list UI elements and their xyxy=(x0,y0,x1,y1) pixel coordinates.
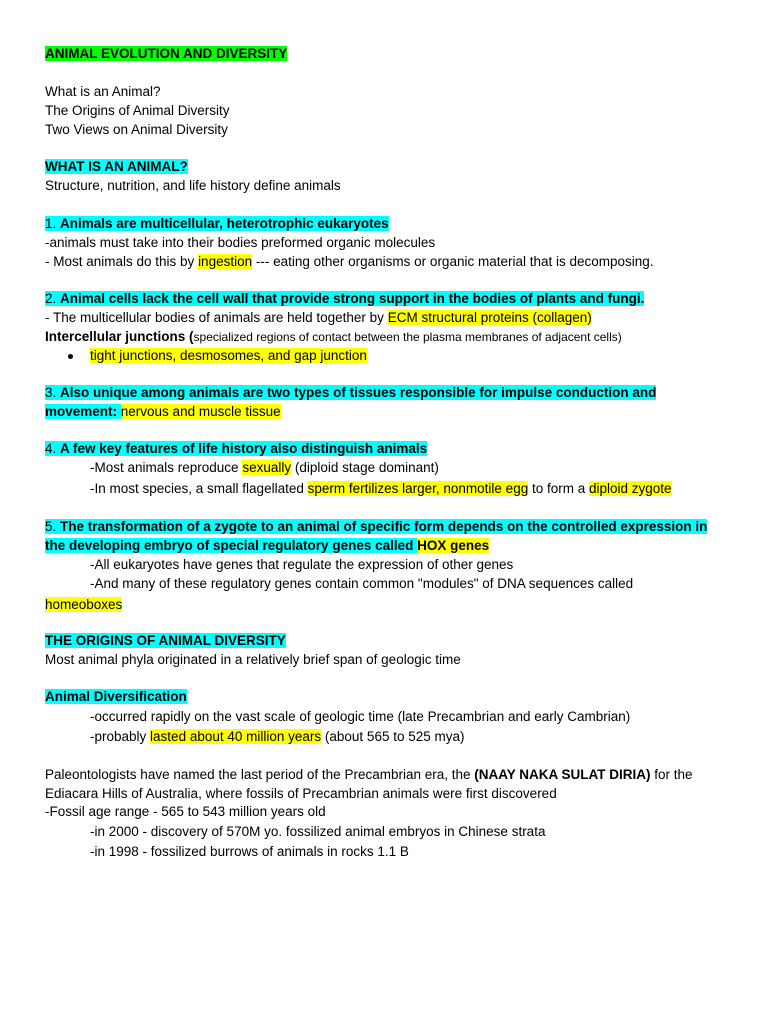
section-heading-what-is-animal: WHAT IS AN ANIMAL? xyxy=(45,159,188,174)
section-heading-origins: THE ORIGINS OF ANIMAL DIVERSITY xyxy=(45,633,286,648)
bullet-item: tight junctions, desmosomes, and gap junction xyxy=(90,348,367,363)
point-5-line: -All eukaryotes have genes that regulate the expression of other genes xyxy=(90,557,514,572)
point-4-line: -Most animals reproduce sexually (diploid stage dominant) xyxy=(90,460,439,475)
diversification-line: -occurred rapidly on the vast scale of geologic time (late Precambrian and early Cambrian) xyxy=(90,709,631,724)
paleo-line: Ediacara Hills of Australia, where fossils of Precambrian animals were first discovered xyxy=(45,786,557,801)
point-2-line: - The multicellular bodies of animals are held together by ECM structural proteins (collagen) xyxy=(45,310,592,325)
point-2-heading: 2. Animal cells lack the cell wall that provide strong support in the bodies of plants and fungi. xyxy=(45,291,645,306)
point-4-line: -In most species, a small flagellated sperm fertilizes larger, nonmotile egg to form a diploid zygote xyxy=(90,481,672,496)
document-title: ANIMAL EVOLUTION AND DIVERSITY xyxy=(45,46,288,61)
diversification-line: -probably lasted about 40 million years (about 565 to 525 mya) xyxy=(90,729,465,744)
toc-item: The Origins of Animal Diversity xyxy=(45,103,230,118)
paleo-line: -Fossil age range - 565 to 543 million years old xyxy=(45,804,326,819)
section-intro: Structure, nutrition, and life history define animals xyxy=(45,178,341,193)
toc-item: Two Views on Animal Diversity xyxy=(45,122,228,137)
point-1-line: - Most animals do this by ingestion --- eating other organisms or organic material that is decomposing. xyxy=(45,254,654,269)
point-2-line: Intercellular junctions (specialized regions of contact between the plasma membranes of adjacent cells) xyxy=(45,329,622,344)
point-5-line: homeoboxes xyxy=(45,597,123,612)
point-5-heading: 5. The transformation of a zygote to an animal of specific form depends on the controlled expression in xyxy=(45,519,708,534)
paleo-line: -in 1998 - fossilized burrows of animals in rocks 1.1 B xyxy=(90,844,409,859)
paleo-line: -in 2000 - discovery of 570M yo. fossilized animal embryos in Chinese strata xyxy=(90,824,546,839)
point-1-line: -animals must take into their bodies preformed organic molecules xyxy=(45,235,436,250)
paleo-line: Paleontologists have named the last period of the Precambrian era, the (NAAY NAKA SULAT DIRIA) for the xyxy=(45,767,693,782)
point-1-heading: 1. Animals are multicellular, heterotrophic eukaryotes xyxy=(45,216,389,231)
toc-item: What is an Animal? xyxy=(45,84,161,99)
bullet-dot-icon xyxy=(68,354,73,359)
point-4-heading: 4. A few key features of life history also distinguish animals xyxy=(45,441,428,456)
point-5-line: -And many of these regulatory genes contain common "modules" of DNA sequences called xyxy=(90,576,634,591)
section-intro: Most animal phyla originated in a relatively brief span of geologic time xyxy=(45,652,461,667)
subheading-animal-diversification: Animal Diversification xyxy=(45,689,187,704)
point-5-heading-cont: the developing embryo of special regulatory genes called HOX genes xyxy=(45,538,490,553)
point-3-heading-cont: movement: nervous and muscle tissue xyxy=(45,404,281,419)
point-3-heading: 3. Also unique among animals are two types of tissues responsible for impulse conduction and xyxy=(45,385,657,400)
